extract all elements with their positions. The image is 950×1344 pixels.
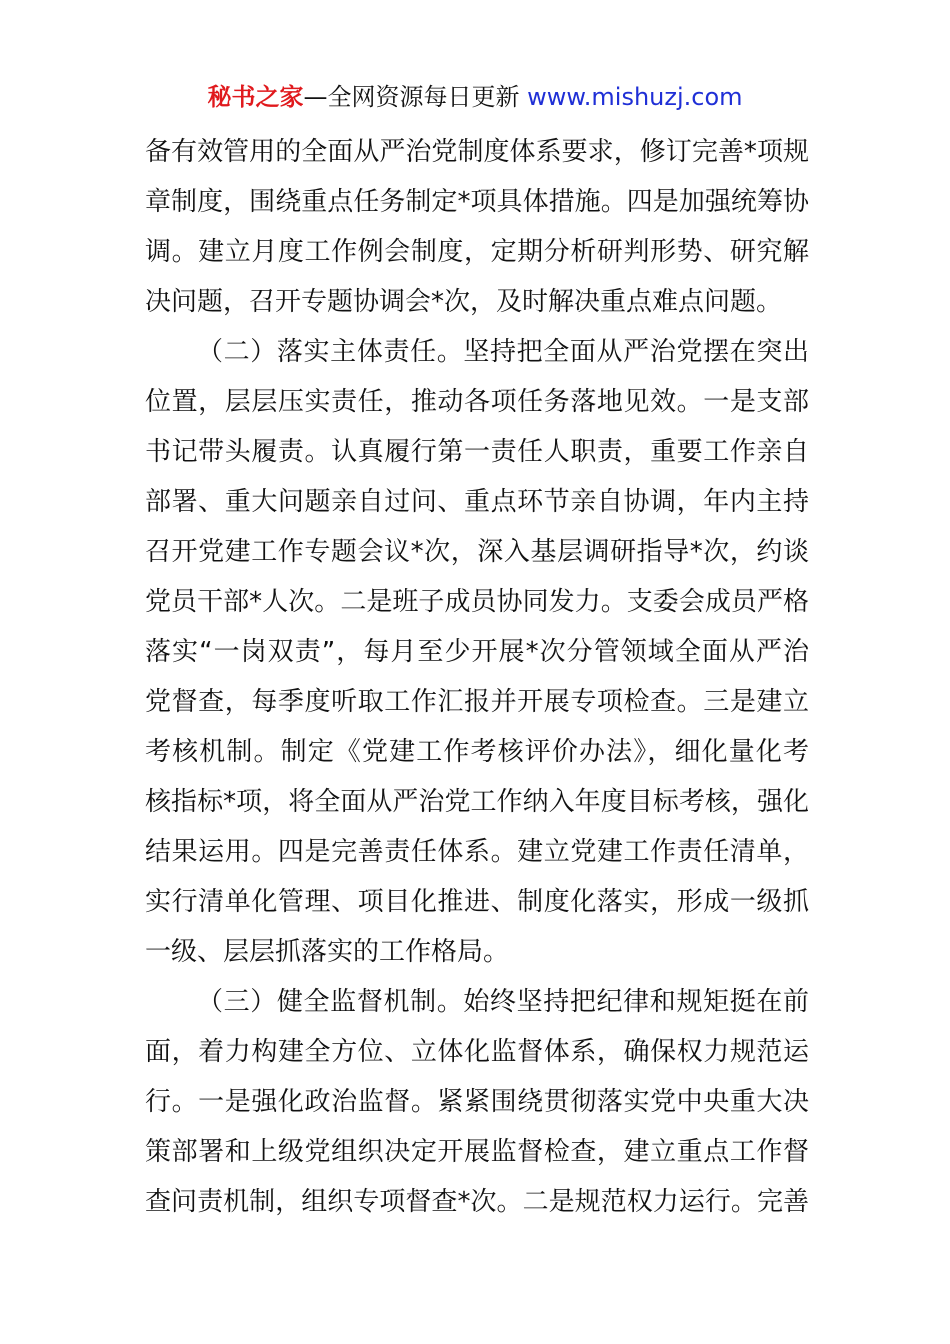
brand-name: 秘书之家 [207,83,304,111]
text-line: 部署、重大问题亲自过问、重点环节亲自协调，年内主持 [145,487,809,517]
text-line: 结果运用。四是完善责任体系。建立党建工作责任清单， [145,837,809,867]
text-line: 行。一是强化政治监督。紧紧围绕贯彻落实党中央重大决 [145,1087,809,1117]
site-header [0,80,950,114]
text-line: 面，着力构建全方位、立体化监督体系，确保权力规范运 [145,1037,809,1067]
text-line: 党员干部*人次。二是班子成员协同发力。支委会成员严格 [145,587,809,617]
text-line: 调。建立月度工作例会制度，定期分析研判形势、研究解 [145,237,809,267]
text-line: 核指标*项，将全面从严治党工作纳入年度目标考核，强化 [145,787,809,817]
text-line: 实行清单化管理、项目化推进、制度化落实，形成一级抓 [145,887,809,917]
paragraph-1 [145,127,809,327]
text-line: 策部署和上级党组织决定开展监督检查，建立重点工作督 [145,1137,809,1167]
document-body [145,127,809,1227]
text-line: 党督查，每季度听取工作汇报并开展专项检查。三是建立 [145,687,809,717]
text-line: 查问责机制，组织专项督查*次。二是规范权力运行。完善 [145,1187,809,1217]
text-line: 位置，层层压实责任，推动各项任务落地见效。一是支部 [145,387,809,417]
text-line: 决问题，召开专题协调会*次，及时解决重点难点问题。 [145,287,783,317]
text-line: 落实“一岗双责”，每月至少开展*次分管领域全面从严治 [145,637,809,667]
text-line: 书记带头履责。认真履行第一责任人职责，重要工作亲自 [145,437,809,467]
text-line: （二）落实主体责任。坚持把全面从严治党摆在突出 [197,337,809,367]
header-tagline: —全网资源每日更新 [303,83,528,111]
paragraph-3 [145,977,809,1227]
paragraph-2 [145,327,809,977]
text-line: 考核机制。制定《党建工作考核评价办法》，细化量化考 [145,737,809,767]
site-url[interactable]: www.mishuzj.com [527,83,743,111]
text-line: 备有效管用的全面从严治党制度体系要求，修订完善*项规 [145,137,809,167]
text-line: （三）健全监督机制。始终坚持把纪律和规矩挺在前 [197,987,809,1017]
text-line: 召开党建工作专题会议*次，深入基层调研指导*次，约谈 [145,537,809,567]
text-line: 一级、层层抓落实的工作格局。 [145,937,510,967]
text-line: 章制度，围绕重点任务制定*项具体措施。四是加强统筹协 [145,187,809,217]
